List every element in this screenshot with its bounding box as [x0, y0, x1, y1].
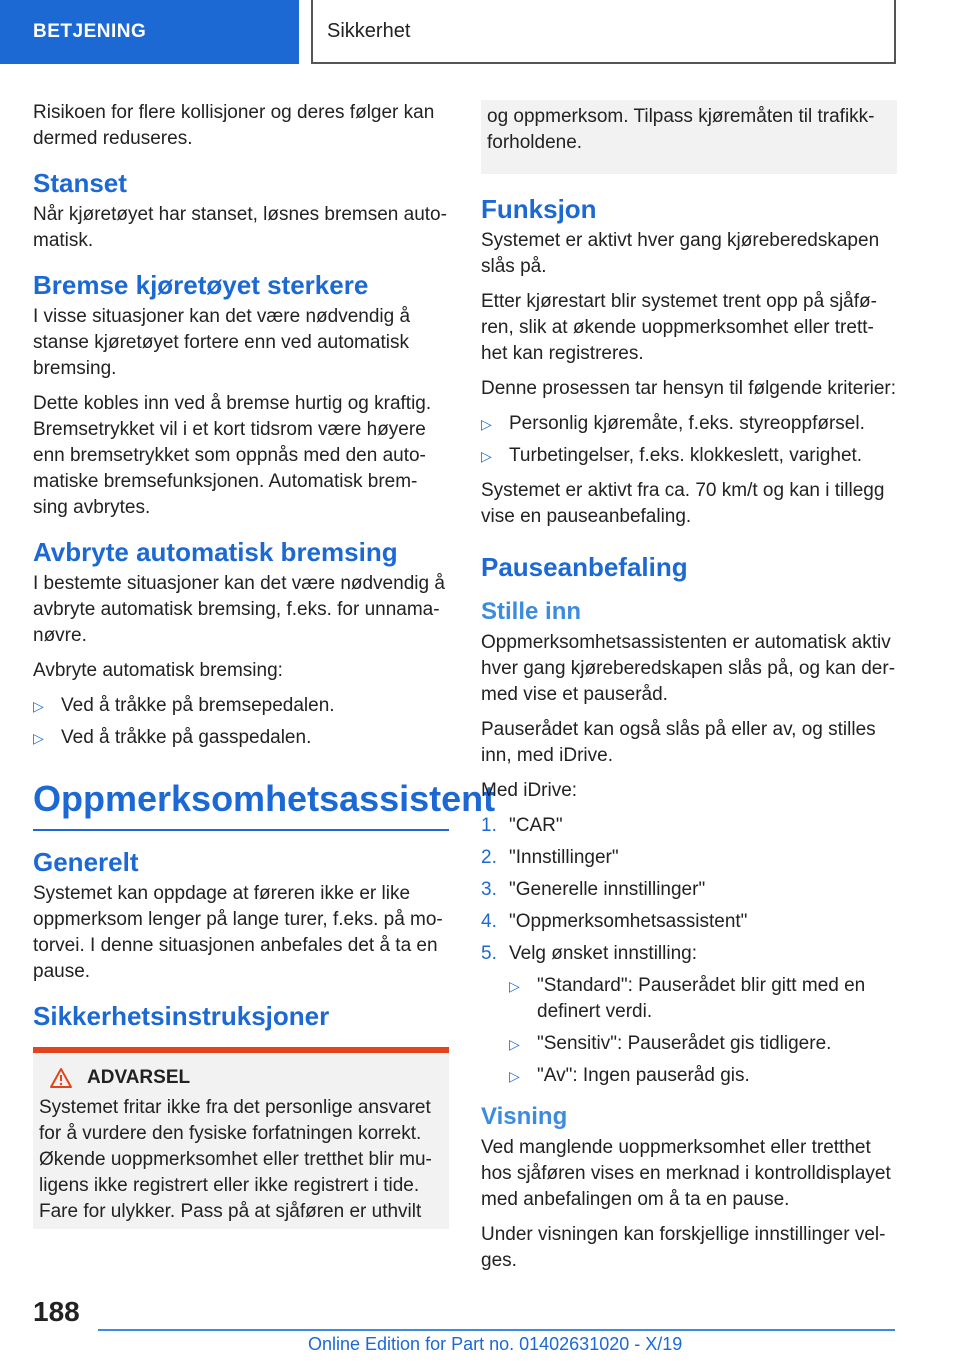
- warning-text: Systemet fritar ikke fra det personlige ansvaret for å vurdere den fysiske forfatningen korrekt. Økende uoppmerksomhet eller tretthet blir mu-ligens ikke registrert eller ikke registrert i tide. Fare for ulykker. Pass på at sjåføren er uthvilt: [39, 1097, 432, 1222]
- warning-title: ADVARSEL: [49, 1067, 441, 1089]
- stille-text-1: Oppmerksomhetsassistenten er automatisk aktiv hver gang kjøreberedskapen slås på, og kan der-med vise et pauseråd.: [481, 632, 896, 705]
- bremse-heading: Bremse kjøretøyet sterkere: [33, 270, 369, 300]
- avbryte-text-2: Avbryte automatisk bremsing:: [33, 660, 283, 681]
- triangle-bullet-icon: ▷: [509, 1068, 520, 1084]
- list-item: ▷ Ved å tråkke på gasspedalen.: [33, 725, 449, 751]
- avbryte-list: [33, 693, 449, 751]
- funksjon-text-3: Denne prosessen tar hensyn til følgende kriterier:: [481, 378, 897, 399]
- stille-heading: Stille inn: [481, 598, 582, 625]
- pause-heading: Pauseanbefaling: [481, 552, 688, 582]
- step-item: 2. "Innstillinger": [481, 847, 619, 868]
- stanset-text: Når kjøretøyet har stanset, løsnes bremsen auto-matisk.: [33, 204, 447, 251]
- avbryte-text-1: I bestemte situasjoner kan det være nødvendig å avbryte automatisk bremsing, f.eks. for unnama-nøvre.: [33, 573, 445, 646]
- list-item: ▷ Turbetingelser, f.eks. klokkeslett, varighet.: [481, 443, 897, 469]
- visning-text-1: Ved manglende uoppmerksomhet eller tretthet hos sjåføren vises en merknad i kontrolldisplayet med anbefalingen om å ta en pause.: [481, 1137, 891, 1210]
- list-item: ▷ "Standard": Pauserådet blir gitt med en definert verdi.: [509, 975, 866, 1022]
- warning-triangle-icon: [49, 1067, 73, 1089]
- warning-continuation: [481, 100, 897, 174]
- triangle-bullet-icon: ▷: [33, 698, 44, 714]
- triangle-bullet-icon: ▷: [509, 978, 520, 994]
- triangle-bullet-icon: ▷: [481, 448, 492, 464]
- footer-divider: [98, 1329, 895, 1331]
- setting-options: [509, 973, 897, 1089]
- generelt-text: Systemet kan oppdage at føreren ikke er like oppmerksom lenger på lange turer, f.eks. på mo-torvei. I denne situasjonen anbefales det å ta en pause.: [33, 883, 443, 982]
- chapter-title: Sikkerhet: [311, 0, 896, 64]
- stanset-heading: Stanset: [33, 168, 127, 198]
- funksjon-list: [481, 411, 897, 469]
- step-item: 3. "Generelle innstillinger": [481, 879, 706, 900]
- funksjon-heading: Funksjon: [481, 194, 597, 224]
- visning-text-2: Under visningen kan forskjellige innstillinger vel-ges.: [481, 1224, 886, 1271]
- intro-text: Risikoen for flere kollisjoner og deres følger kan dermed reduseres.: [33, 102, 435, 149]
- step-item: 1. "CAR": [481, 815, 563, 836]
- list-item: ▷ "Sensitiv": Pauserådet gis tidligere.: [509, 1031, 897, 1057]
- avbryte-heading: Avbryte automatisk bremsing: [33, 537, 398, 567]
- triangle-bullet-icon: ▷: [33, 730, 44, 746]
- triangle-bullet-icon: ▷: [509, 1036, 520, 1052]
- triangle-bullet-icon: ▷: [481, 416, 492, 432]
- sikkerhet-heading: Sikkerhetsinstruksjoner: [33, 1001, 330, 1031]
- right-column: [481, 100, 897, 1283]
- step-item: 4. "Oppmerksomhetsassistent": [481, 911, 748, 932]
- footer-edition: Online Edition for Part no. 01402631020 - X/19: [308, 1334, 683, 1354]
- stille-text-2: Pauserådet kan også slås på eller av, og stilles inn, med iDrive.: [481, 719, 876, 766]
- bremse-text-2: Dette kobles inn ved å bremse hurtig og kraftig. Bremsetrykket vil i et kort tidsrom være høyere enn bremsetrykket som oppnås med den auto-matiske bremsefunksjonen. Automatisk brem-sing avbrytes.: [33, 393, 432, 518]
- warning-continuation-text: og oppmerksom. Tilpass kjøremåten til trafikk-forholdene.: [487, 106, 875, 153]
- list-item: ▷ Personlig kjøremåte, f.eks. styreoppførsel.: [481, 411, 897, 437]
- idrive-steps: [481, 813, 897, 1089]
- section-tab: BETJENING: [0, 0, 299, 64]
- page-number: 188: [33, 1296, 80, 1327]
- funksjon-text-1: Systemet er aktivt hver gang kjøreberedskapen slås på.: [481, 230, 880, 277]
- left-column: [33, 100, 496, 1229]
- main-heading: Oppmerksomhetsassistent: [33, 775, 449, 831]
- funksjon-text-2: Etter kjørestart blir systemet trent opp på sjåfø-ren, slik at økende uoppmerksomhet eller trett-het kan registreres.: [481, 291, 877, 364]
- funksjon-text-4: Systemet er aktivt fra ca. 70 km/t og kan i tillegg vise en pauseanbefaling.: [481, 480, 885, 527]
- bremse-text-1: I visse situasjoner kan det være nødvendig å stanse kjøretøyet fortere enn ved automatisk bremsing.: [33, 306, 411, 379]
- generelt-heading: Generelt: [33, 847, 139, 877]
- list-item: ▷ Ved å tråkke på bremsepedalen.: [33, 693, 449, 719]
- list-item: ▷ "Av": Ingen pauseråd gis.: [509, 1063, 897, 1089]
- warning-box: [33, 1047, 449, 1229]
- stille-text-3: Med iDrive:: [481, 780, 578, 801]
- step-item: 5. Velg ønsket innstilling: ▷ "Standard": Pauserådet blir gitt med en definert verdi. ▷ "Sensitiv": Pauserådet gis tidligere. ▷ "Av": Ingen pauseråd gis.: [481, 941, 897, 1089]
- visning-heading: Visning: [481, 1103, 568, 1130]
